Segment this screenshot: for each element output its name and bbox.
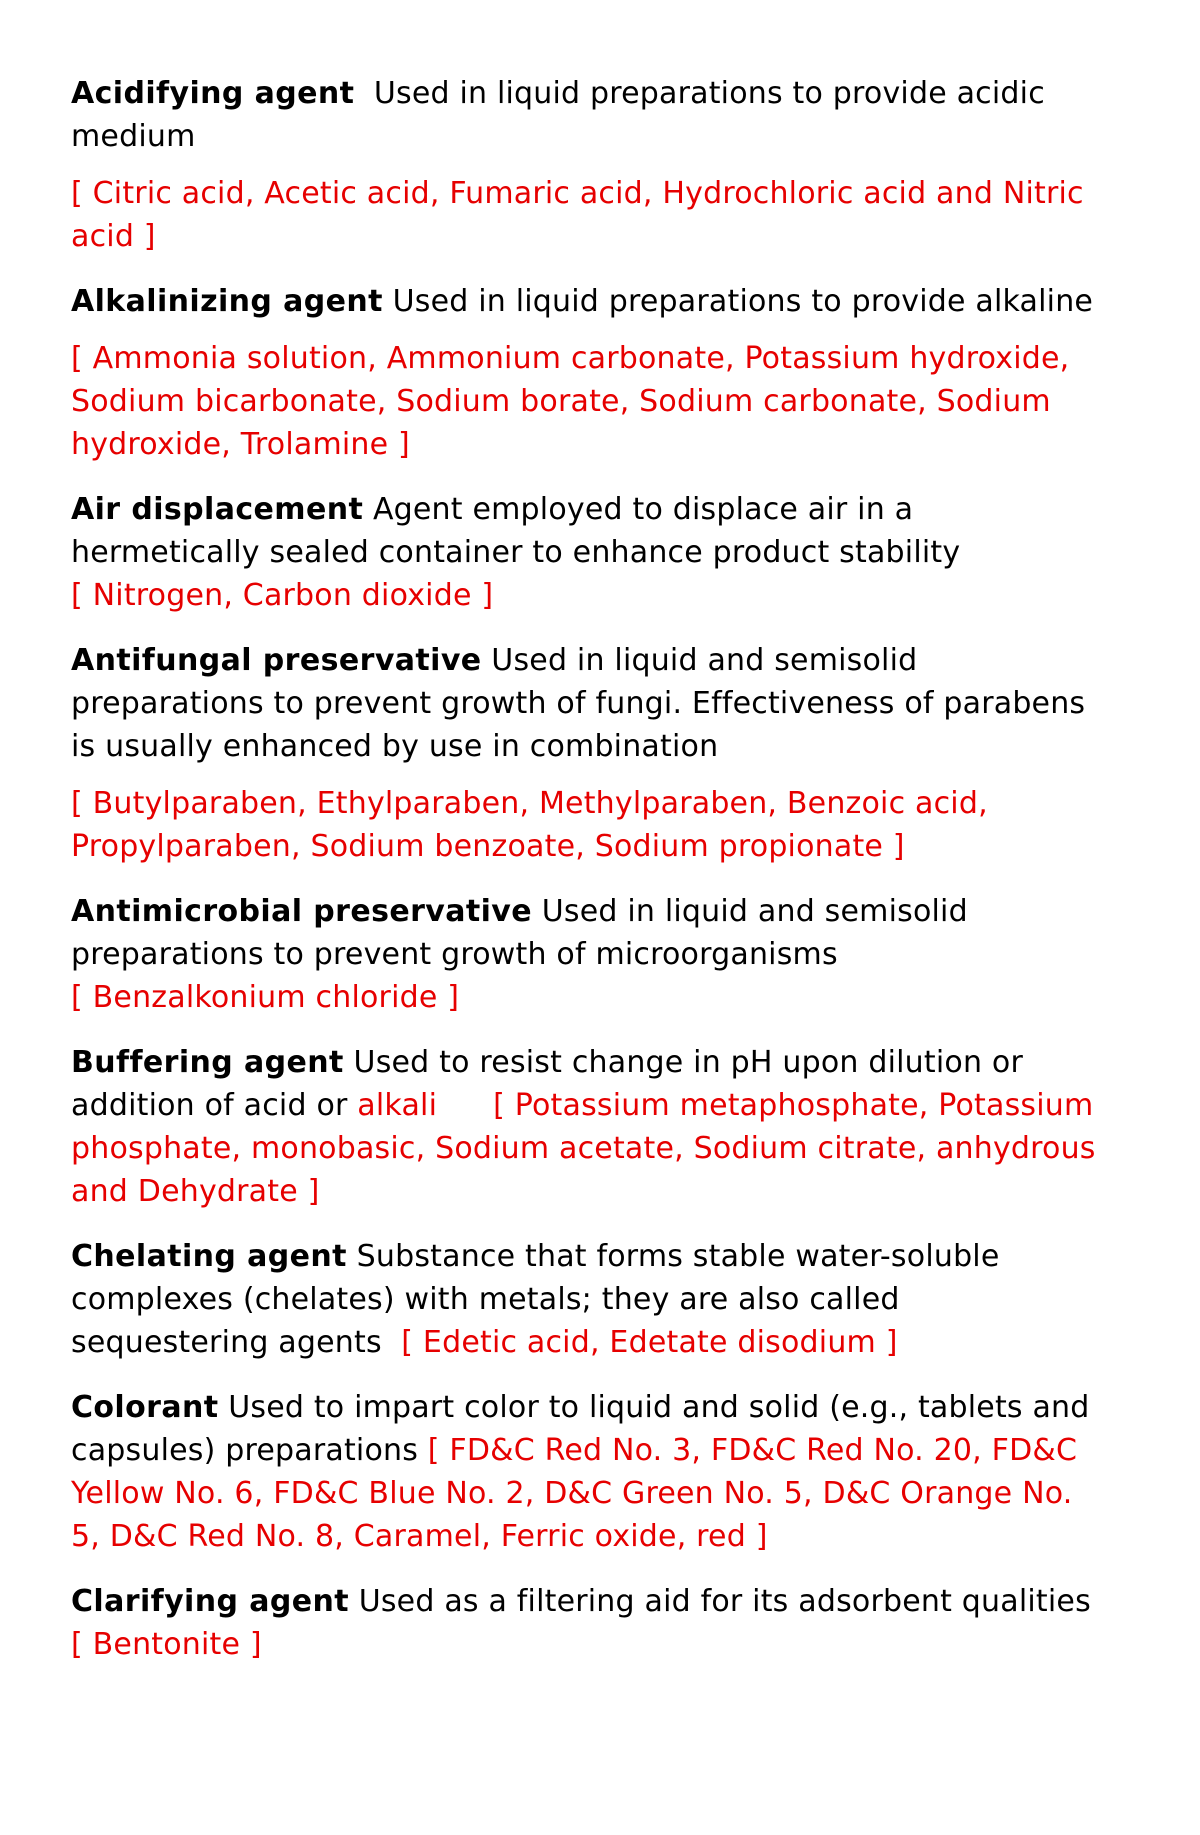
term-description: Used in liquid and semisolid: [481, 643, 918, 678]
examples-list: Yellow No. 6, FD&C Blue No. 2, D&C Green No. 5, D&C Orange No.: [71, 1476, 1073, 1511]
term-description: Substance that forms stable water-soluble: [346, 1239, 1000, 1274]
entry-clarifying-agent: [71, 1580, 1131, 1666]
term-description: complexes (chelates) with metals; they are also called: [71, 1282, 900, 1317]
spacer: [71, 323, 1131, 337]
term-description: is usually enhanced by use in combination: [71, 729, 719, 764]
entry-line: [71, 72, 1131, 115]
spacer: [71, 768, 1131, 782]
term-heading: Chelating agent: [71, 1239, 347, 1274]
entry-chelating-agent: [71, 1235, 1131, 1364]
term-heading: Colorant: [71, 1390, 219, 1425]
examples-list: [ Ammonia solution, Ammonium carbonate, Potassium hydroxide,: [71, 341, 1070, 376]
entry-colorant: [71, 1386, 1131, 1558]
term-description: preparations to prevent growth of fungi. Effectiveness of parabens: [71, 686, 1086, 721]
examples-list: 5, D&C Red No. 8, Caramel, Ferric oxide, red ]: [71, 1519, 768, 1554]
term-description: medium: [71, 119, 196, 154]
entry-air-displacement: [71, 488, 1131, 617]
examples-list: [ Edetic acid, Edetate disodium ]: [401, 1325, 898, 1360]
term-description: Used in liquid and semisolid: [532, 894, 968, 929]
examples-list: Propylparaben, Sodium benzoate, Sodium propionate ]: [71, 829, 905, 864]
term-description: hermetically sealed container to enhance product stability: [71, 535, 961, 570]
examples-list: [ Nitrogen, Carbon dioxide ]: [71, 578, 494, 613]
examples-list: [ FD&C Red No. 3, FD&C Red No. 20, FD&C: [427, 1433, 1078, 1468]
examples-list: [ Butylparaben, Ethylparaben, Methylparaben, Benzoic acid,: [71, 786, 988, 821]
term-description: sequestering agents: [71, 1325, 402, 1360]
term-description: Used as a filtering aid for its adsorbent qualities: [348, 1584, 1091, 1619]
examples-list: hydroxide, Trolamine ]: [71, 427, 410, 462]
term-description: Used in liquid preparations to provide alkaline: [382, 284, 1094, 319]
spacer: [71, 158, 1131, 172]
term-heading: Air displacement: [71, 492, 364, 527]
term-description: capsules) preparations: [71, 1433, 428, 1468]
entry-line: [71, 1429, 1131, 1472]
term-heading: Antifungal preservative: [71, 643, 482, 678]
entry-alkalinizing-agent: [71, 280, 1131, 466]
examples-list: [ Citric acid, Acetic acid, Fumaric acid, Hydrochloric acid and Nitric: [71, 176, 1084, 211]
entry-acidifying-agent: [71, 72, 1131, 258]
term-heading: Acidifying agent: [71, 76, 355, 111]
term-description: Agent employed to displace air in a: [363, 492, 914, 527]
entry-line: [71, 1386, 1131, 1429]
entry-line: [71, 1084, 1131, 1127]
term-description: Used to impart color to liquid and solid (e.g., tablets and: [218, 1390, 1090, 1425]
entry-line: [71, 1580, 1131, 1623]
examples-list: phosphate, monobasic, Sodium acetate, Sodium citrate, anhydrous: [71, 1131, 1096, 1166]
term-heading: Antimicrobial preservative: [71, 894, 533, 929]
examples-list: Sodium bicarbonate, Sodium borate, Sodium carbonate, Sodium: [71, 384, 1051, 419]
term-description-highlight: alkali: [357, 1088, 438, 1123]
term-description: addition of acid or: [71, 1088, 358, 1123]
entry-line: [71, 1235, 1131, 1278]
term-description: Used to resist change in pH upon dilution or: [343, 1045, 1023, 1080]
term-heading: Buffering agent: [71, 1045, 344, 1080]
examples-list: [ Benzalkonium chloride ]: [71, 980, 460, 1015]
term-heading: Alkalinizing agent: [71, 284, 383, 319]
entry-line: [71, 1321, 1131, 1364]
examples-list: [ Potassium metaphosphate, Potassium: [493, 1088, 1094, 1123]
term-description: Used in liquid preparations to provide acidic: [354, 76, 1045, 111]
examples-list: [ Bentonite ]: [71, 1627, 262, 1662]
entry-antifungal-preservative: [71, 639, 1131, 868]
entry-line: [71, 639, 1131, 682]
term-heading: Clarifying agent: [71, 1584, 349, 1619]
entry-line: [71, 1041, 1131, 1084]
entry-line: [71, 280, 1131, 323]
document-page: [71, 72, 1131, 1688]
entry-buffering-agent: [71, 1041, 1131, 1213]
entry-line: [71, 890, 1131, 933]
term-description: preparations to prevent growth of microorganisms: [71, 937, 838, 972]
examples-list: and Dehydrate ]: [71, 1174, 320, 1209]
entry-line: [71, 488, 1131, 531]
examples-list: acid ]: [71, 219, 156, 254]
entry-antimicrobial-preservative: [71, 890, 1131, 1019]
